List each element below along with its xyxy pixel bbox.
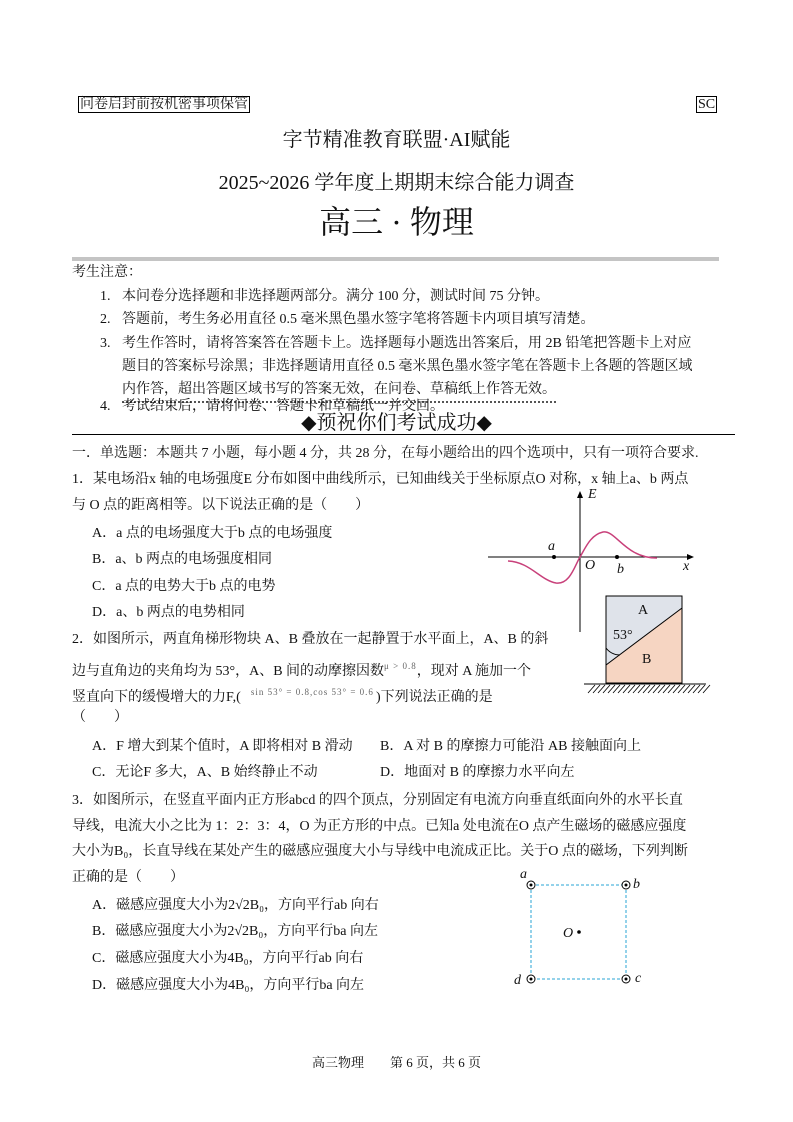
q2-text [72,657,531,681]
wire-c [622,975,630,983]
q3-option-d: D．磁感应强度大小为4B₀，方向平行ba 向左 [92,978,365,993]
q3-text: 大小为B₀，长直导线在某处产生的磁感应强度大小与导线中电流成正比。关于O 点的磁场，下列判断 [72,844,688,859]
q2-text [72,683,493,707]
notice-heading: 考生注意： [72,265,142,280]
notice-item: 题目的答案标号涂黑；非选择题请用直径 0.5 毫米黑色墨水签字笔在答题卡上各题的答题区域 [122,359,693,374]
center-label: O [563,926,574,941]
wire-b [622,881,630,889]
q3-option-c: C．磁感应强度大小为4B₀，方向平行ab 向右 [92,951,364,966]
q3-text: 3．如图所示，在竖直平面内正方形abcd 的四个顶点，分别固定有电流方向垂直纸面向外的水平长直 [72,793,683,808]
trig-formula: sin 53° = 0.8,cos 53° = 0.6 [250,687,374,697]
notice-item: 内作答，超出答题区域书写的答案无效，在问卷、草稿纸上作答无效。 [122,381,556,403]
e-field-curve [508,532,657,583]
notice-num: 4. [100,399,111,414]
center-dot [577,930,581,934]
vertex-b-label: b [633,877,640,892]
blessing: ◆预祝你们考试成功◆ [301,412,492,434]
wire-d [527,975,535,983]
q2-option-b: B．A 对 B 的摩擦力可能沿 AB 接触面向上 [380,739,641,754]
y-axis-label: E [588,487,597,502]
x-axis-label: x [683,559,690,574]
q2-option-c: C．无论F 多大，A、B 始终静止不动 [92,765,318,780]
notice-num: 3. [100,336,111,351]
notice-num: 2. [100,312,111,327]
q2-text-part: 边与直角边的夹角均为 53°，A、B 间的动摩擦因数 [72,664,385,679]
exam-title: 2025~2026 学年度上期期末综合能力调查 [218,172,575,194]
q2-text: （ ） [72,710,128,725]
notice-item: 本问卷分选择题和非选择题两部分。满分 100 分，测试时间 75 分钟。 [122,289,549,304]
angle-label: 53° [613,628,633,643]
alliance-title: 字节精准教育联盟·AI赋能 [282,129,511,151]
point-b-label: b [617,562,624,577]
q1-text: 与 O 点的距离相等。以下说法正确的是（ ） [72,498,370,513]
subject-title: 高三 · 物理 [319,204,474,240]
q3-text: 正确的是（ ） [72,870,184,885]
q3-option-a: A．磁感应强度大小为2√2B₀，方向平行ab 向右 [92,898,379,913]
block-b-label: B [642,652,652,667]
origin-label: O [585,558,596,573]
section-heading: 一．单选题：本题共 7 小题，每小题 4 分，共 28 分，在每小题给出的四个选项中，只有一项符合要求. [72,446,699,461]
q2-text-part: )下列说法正确的是 [375,690,493,705]
secret-notice: 问卷启封前按机密事项保管 [80,97,248,112]
vertex-a-label: a [520,867,527,882]
q1-option-d: D．a、b 两点的电势相同 [92,605,245,620]
q1-option-b: B．a、b 两点的电场强度相同 [92,552,273,567]
block-a-label: A [638,603,649,618]
q3-option-b: B．磁感应强度大小为2√2B₀，方向平行ba 向左 [92,924,378,939]
point-a-label: a [548,539,555,554]
q2-option-a: A．F 增大到某个值时，A 即将相对 B 滑动 [92,739,353,754]
vertex-d-label: d [514,973,521,988]
point-b-dot [615,555,619,559]
q2-option-d: D．地面对 B 的摩擦力水平向左 [380,765,575,780]
paper-code: SC [698,97,716,112]
notice-item: 考生作答时，请将答案答在答题卡上。选择题每小题选出答案后，用 2B 铅笔把答题卡上对应 [122,336,692,351]
q3-text: 导线，电流大小之比为 1：2：3：4，O 为正方形的中点。已知a 处电流在O 点产生磁场的磁感应强度 [72,819,687,834]
q2-text-part: ，现对 A 施加一个 [416,664,532,679]
q2-text: 2．如图所示，两直角梯形物块 A、B 叠放在一起静置于水平面上，A、B 的斜 [72,632,549,647]
q1-option-c: C．a 点的电势大于b 点的电势 [92,579,276,594]
notice-item: 考试结束后，请将问卷、答题卡和草稿纸一并交回。 [122,399,444,414]
page-footer: 高三物理 第 6 页，共 6 页 [311,1055,481,1070]
q1-text: 1．某电场沿x 轴的电场强度E 分布如图中曲线所示，已知曲线关于坐标原点O 对称，x 轴上a、b 两点 [72,472,689,487]
notice-num: 1. [100,289,111,304]
wire-a [527,881,535,889]
friction-formula: μ > 0.8 [384,661,417,671]
q1-option-a: A．a 点的电场强度大于b 点的电场强度 [92,526,333,541]
q2-text-part: 竖直向下的缓慢增大的力F,( [72,690,241,705]
notice-item: 答题前，考生务必用直径 0.5 毫米黑色墨水签字笔将答题卡内项目填写清楚。 [122,312,595,327]
ground-hatch [588,685,710,693]
vertex-c-label: c [635,971,642,986]
